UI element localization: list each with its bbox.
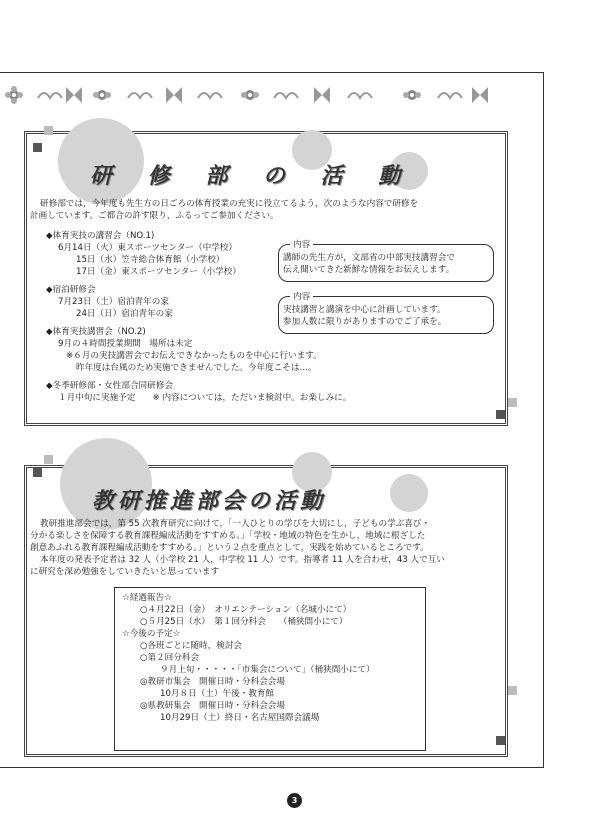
item-heading: ◆体育実技の講習会（NO.1): [46, 231, 155, 241]
intro-line: に研究を深め勉強をしていきたいと思っています: [30, 567, 220, 577]
bow-icon: [348, 93, 372, 98]
item-heading: ◆冬季研修部・女性部合同研修会: [46, 381, 173, 391]
page-number: 3: [287, 793, 302, 808]
intro-line: 本年度の発表予定者は 32 人（小学校 21 人，中学校 11 人）です。指導者 11 人を合わせ，43 人で互い: [40, 555, 445, 565]
decorative-border: [2, 82, 502, 108]
item-line: 6月14日（火）東スポーツセンター（中学校）: [58, 243, 237, 253]
callout-line: 参加人数に限りがありますのでご了承を。: [283, 317, 447, 327]
intro-line: 教研推進部会では，第 55 次教育研究に向けて，「一人ひとりの学びを大切にし，子どもの学ぶ喜び・: [40, 519, 431, 529]
intro-line: 計画しています。ご都合の許す限り，ふるってご参加ください。: [30, 211, 279, 221]
butterfly-icon: [314, 87, 330, 103]
callout-label: 内容: [290, 290, 313, 302]
item-line: ※６月の実技講習会でお伝えできなかったものを中心に行います。: [66, 351, 322, 361]
item-line: １月中旬に実施予定 ※ 内容については，ただいま検討中。お楽しみに。: [58, 393, 352, 403]
callout-line: 講師の先生方が，文部省の中部実技講習会で: [283, 253, 455, 263]
flower-icon: [93, 90, 111, 100]
section-title: 教研推進部会の活動: [92, 488, 327, 514]
butterfly-icon: [166, 87, 182, 103]
report-line: ○各班ごとに随時，検討会: [140, 641, 243, 651]
flower-icon: [403, 90, 421, 100]
corner-square: [33, 143, 42, 152]
decor-circle: [390, 474, 428, 512]
butterfly-icon: [66, 87, 82, 103]
corner-square: [496, 736, 505, 745]
intro-line: 創意あふれる教育課程編成活動をすすめる。」という２点を重点として，実践を始めているところです。: [30, 543, 429, 553]
item-line: 15日（水）笠寺総合体育館（小学校）: [76, 255, 225, 265]
flower-icon: [5, 86, 23, 104]
item-line: 9月の４時間授業期間 場所は未定: [58, 339, 193, 349]
report-line: ○５月25日（水） 第１回分科会 （桶狭間小にて）: [140, 617, 348, 627]
bow-icon: [438, 93, 462, 98]
intro-line: 研修部では，今年度も先生方の日ごろの体育授業の充実に役立てるよう，次のような内容で研修を: [40, 199, 419, 209]
corner-square: [33, 468, 42, 477]
bow-icon: [198, 93, 222, 98]
item-line: 7月23日（土）宿泊青年の家: [58, 297, 169, 307]
callout-line: 伝え聞いてきた新鮮な情報をお伝えします。: [283, 265, 455, 275]
report-line: ○４月22日（金） オリエンテーション（名城小にて）: [140, 605, 352, 615]
callout-line: 実技講習と講演を中心に計画しています。: [283, 305, 446, 315]
section-title: 研 修 部 の 活 動: [90, 163, 415, 189]
item-line: 24日（日）宿泊青年の家: [76, 309, 173, 319]
report-line: 10月29日（土）終日・名古屋国際会議場: [160, 713, 320, 723]
item-line: 昨年度は台風のため実施できませんでした。今年度こそは…。: [76, 363, 317, 373]
bow-icon: [38, 93, 62, 98]
corner-square: [508, 686, 517, 695]
bow-icon: [128, 93, 152, 98]
corner-square: [44, 455, 53, 464]
report-heading: ☆今後の予定☆: [122, 629, 181, 639]
report-line: ９月上旬・・・・・「市集会について」（桶狭間小にて）: [160, 665, 375, 675]
bow-icon: [274, 93, 298, 98]
item-line: 17日（金）東スポーツセンター（小学校）: [76, 267, 241, 277]
item-heading: ◆宿泊研修会: [46, 285, 96, 295]
flower-icon: [241, 90, 259, 100]
report-line: 10月８日（土）午後・教育館: [160, 689, 275, 699]
corner-square: [44, 126, 53, 135]
butterfly-icon: [472, 87, 488, 103]
report-line: ◎教研市集会 開催日時・分科会会場: [140, 677, 285, 687]
corner-square: [496, 410, 505, 419]
report-line: ○第２回分科会: [140, 653, 200, 663]
intro-line: 分かる楽しさを保障する教育課程編成活動をすすめる。」「学校・地域の特色を生かし，地域に根ざした: [30, 531, 426, 541]
report-heading: ☆経過報告☆: [122, 593, 172, 603]
item-heading: ◆体育実技講習会（NO.2): [46, 327, 146, 337]
corner-square: [508, 398, 517, 407]
report-line: ◎県教研集会 開催日時・分科会会場: [140, 701, 285, 711]
callout-label: 内容: [290, 238, 313, 250]
